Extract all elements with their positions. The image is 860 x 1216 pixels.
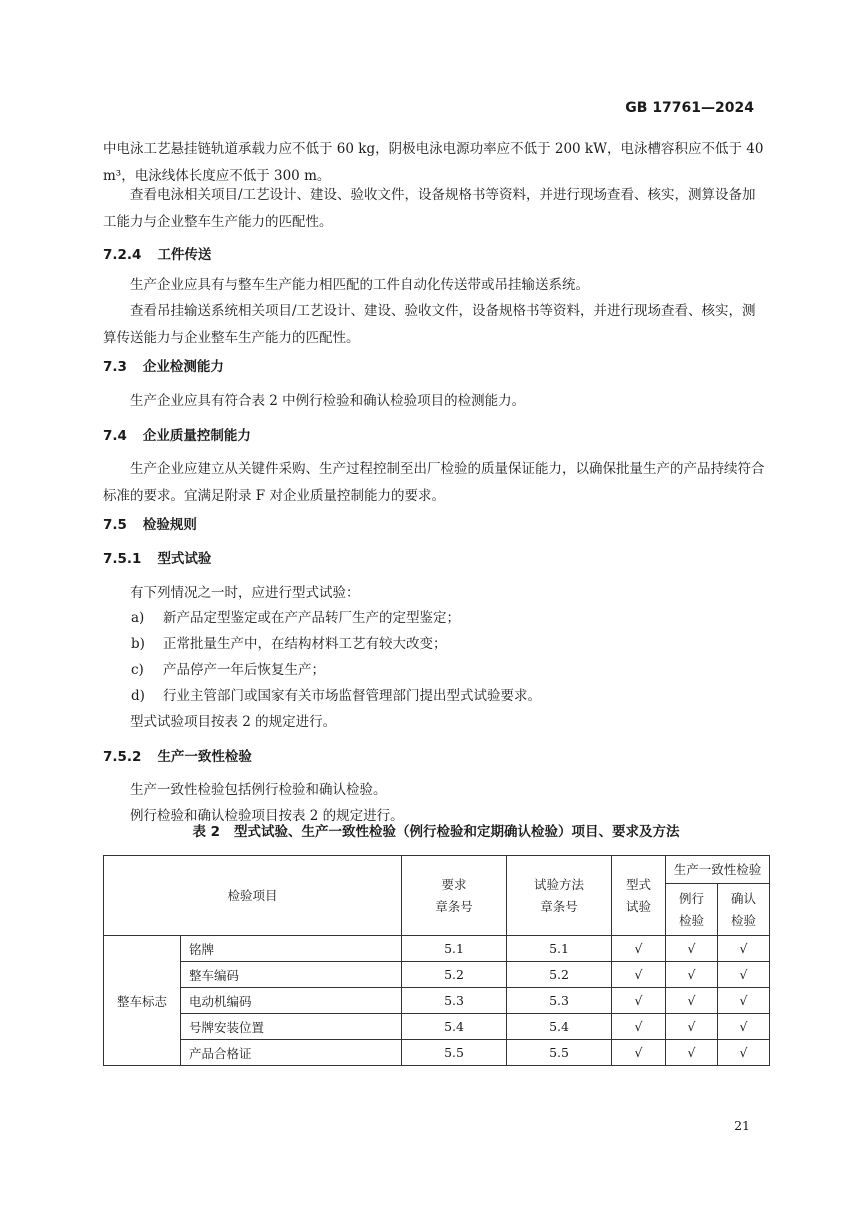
check-mark: √ — [612, 1014, 666, 1040]
section-number: 7.4 — [103, 428, 127, 444]
section-heading — [103, 744, 252, 771]
section-title: 企业检测能力 — [142, 359, 224, 375]
header-confirmation-inspection: 确认 检验 — [718, 884, 770, 936]
header-type-test: 型式 试验 — [612, 856, 666, 936]
section-number: 7.2.4 — [103, 247, 142, 263]
check-mark: √ — [666, 988, 718, 1014]
check-mark: √ — [666, 936, 718, 962]
check-mark: √ — [666, 1040, 718, 1066]
section-heading — [103, 546, 211, 573]
section-title: 工件传送 — [157, 247, 212, 263]
paragraph: 生产企业应建立从关键件采购、生产过程控制至出厂检验的质量保证能力，以确保批量生产的产品持续符合标准的要求。宜满足附录 F 对企业质量控制能力的要求。 — [103, 461, 765, 504]
section-title: 企业质量控制能力 — [142, 428, 251, 444]
paragraph: 型式试验项目按表 2 的规定进行。 — [130, 714, 337, 730]
check-mark: √ — [718, 936, 770, 962]
cell-method: 5.4 — [507, 1014, 612, 1040]
list-item — [131, 605, 460, 632]
list-text: 正常批量生产中，在结构材料工艺有较大改变； — [163, 636, 447, 652]
section-number: 7.3 — [103, 359, 127, 375]
section-heading — [103, 512, 197, 539]
paragraph: 生产一致性检验包括例行检验和确认检验。 — [130, 782, 387, 798]
paragraph: 生产企业应具有与整车生产能力相匹配的工件自动化传送带或吊挂输送系统。 — [130, 277, 589, 293]
cell-item-name: 整车编码 — [181, 962, 402, 988]
cell-method: 5.3 — [507, 988, 612, 1014]
section-title: 生产一致性检验 — [157, 749, 252, 765]
section-number: 7.5.1 — [103, 551, 142, 567]
list-text: 产品停产一年后恢复生产； — [163, 662, 325, 678]
header-routine-inspection: 例行 检验 — [666, 884, 718, 936]
check-mark: √ — [666, 962, 718, 988]
list-marker: a) — [131, 610, 145, 626]
paragraph: 有下列情况之一时，应进行型式试验： — [130, 585, 360, 601]
section-heading — [103, 354, 224, 381]
section-heading — [103, 242, 211, 269]
table-number: 表 2 — [192, 824, 221, 840]
section-number: 7.5.2 — [103, 749, 142, 765]
section-title: 型式试验 — [157, 551, 212, 567]
check-mark: √ — [718, 1014, 770, 1040]
cell-method: 5.5 — [507, 1040, 612, 1066]
section-title: 检验规则 — [142, 517, 197, 533]
header-inspection-item: 检验项目 — [104, 856, 402, 936]
cell-method: 5.1 — [507, 936, 612, 962]
cell-method: 5.2 — [507, 962, 612, 988]
cell-requirement: 5.2 — [402, 962, 507, 988]
cell-item-name: 号牌安装位置 — [181, 1014, 402, 1040]
check-mark: √ — [612, 936, 666, 962]
table-row — [104, 962, 770, 988]
table-row — [104, 988, 770, 1014]
cell-requirement: 5.4 — [402, 1014, 507, 1040]
check-mark: √ — [666, 1014, 718, 1040]
check-mark: √ — [718, 988, 770, 1014]
table-row — [104, 1014, 770, 1040]
cell-requirement: 5.1 — [402, 936, 507, 962]
header-test-method-clause: 试验方法 章条号 — [507, 856, 612, 936]
table-row — [104, 936, 770, 962]
standard-code: GB 17761—2024 — [625, 100, 754, 116]
table-row — [104, 1040, 770, 1066]
list-marker: d) — [131, 688, 145, 704]
paragraph: 查看吊挂输送系统相关项目/工艺设计、建设、验收文件，设备规格书等资料，并进行现场查看、核实，测算传送能力与企业整车生产能力的匹配性。 — [103, 303, 756, 346]
cell-item-name: 铭牌 — [181, 936, 402, 962]
paragraph: 中电泳工艺悬挂链轨道承载力应不低于 60 kg，阴极电泳电源功率应不低于 200 kW，电泳槽容积应不低于 40 m³，电泳线体长度应不低于 300 m。 — [103, 141, 764, 184]
cell-item-name: 产品合格证 — [181, 1040, 402, 1066]
check-mark: √ — [718, 962, 770, 988]
list-item — [131, 631, 447, 658]
section-heading — [103, 423, 251, 450]
check-mark: √ — [612, 988, 666, 1014]
list-text: 行业主管部门或国家有关市场监督管理部门提出型式试验要求。 — [163, 688, 541, 704]
table-title: 型式试验、生产一致性检验（例行检验和定期确认检验）项目、要求及方法 — [234, 824, 680, 840]
paragraph: 例行检验和确认检验项目按表 2 的规定进行。 — [130, 808, 404, 824]
paragraph: 生产企业应具有符合表 2 中例行检验和确认检验项目的检测能力。 — [130, 393, 526, 409]
group-label: 整车标志 — [104, 936, 181, 1066]
check-mark: √ — [612, 1040, 666, 1066]
list-item — [131, 657, 325, 684]
check-mark: √ — [612, 962, 666, 988]
check-mark: √ — [718, 1040, 770, 1066]
inspection-table — [103, 855, 770, 1066]
table-caption — [103, 820, 769, 844]
cell-item-name: 电动机编码 — [181, 988, 402, 1014]
paragraph: 查看电泳相关项目/工艺设计、建设、验收文件，设备规格书等资料，并进行现场查看、核实，测算设备加工能力与企业整车生产能力的匹配性。 — [103, 187, 756, 230]
list-item — [131, 683, 541, 710]
cell-requirement: 5.3 — [402, 988, 507, 1014]
cell-requirement: 5.5 — [402, 1040, 507, 1066]
header-requirement-clause: 要求 章条号 — [402, 856, 507, 936]
section-number: 7.5 — [103, 517, 127, 533]
list-marker: b) — [131, 636, 145, 652]
list-text: 新产品定型鉴定或在产产品转厂生产的定型鉴定； — [163, 610, 460, 626]
page-number: 21 — [734, 1118, 750, 1133]
list-marker: c) — [131, 662, 144, 678]
header-conformity-inspection: 生产一致性检验 — [666, 856, 770, 884]
